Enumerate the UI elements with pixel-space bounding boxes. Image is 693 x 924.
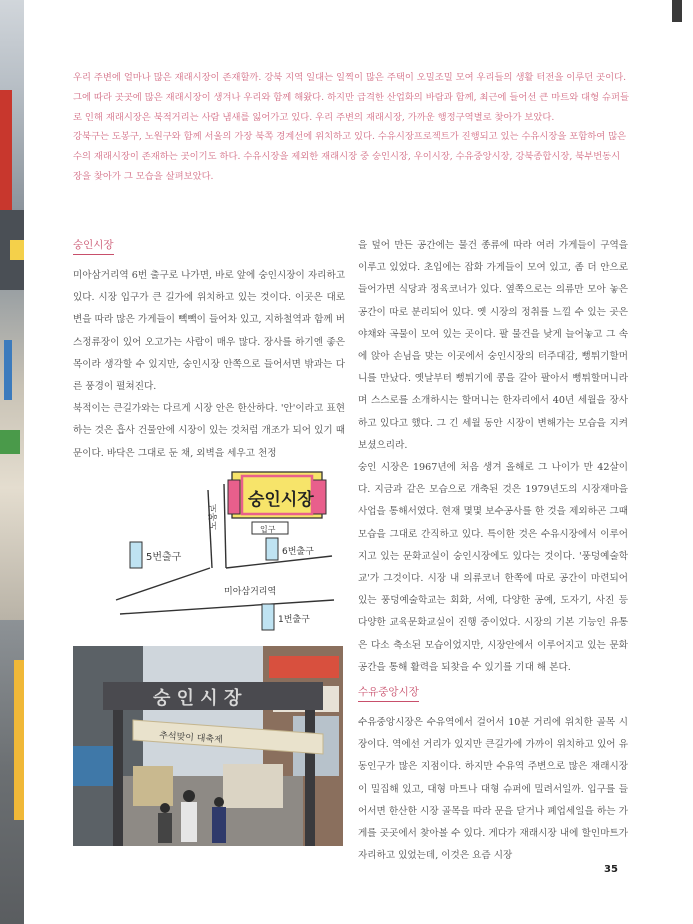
section-suyu-jungang <box>358 682 628 867</box>
map-market-sign: 숭인시장 <box>248 490 314 510</box>
intro-paragraph-1: 우리 주변에 얼마나 많은 재래시장이 존재할까. 강북 지역 일대는 일찍이 많은 주택이 오밀조밀 모여 우리들의 생활 터전을 이루던 곳이다. 그에 따라 곳곳에 많은 재래시장이 생겨나 우리와 함께 해왔다. 하지만 급격한 산업화의 바람과 함께, 최근에 들어선 큰 마트와 대형 슈퍼들로 인해 재래시장은 북적거리는 사람 냄새를 잃어가고 있다. 우리 주변의 재래시장, 가까운 행정구역별로 찾아가 보았다. <box>73 72 630 123</box>
market-entrance-photo <box>73 646 343 846</box>
map-drawing <box>96 450 346 640</box>
right-column <box>358 235 628 679</box>
intro-text <box>73 68 629 187</box>
left-edge-photo-strip <box>0 0 24 924</box>
body-paragraph: 미아삼거리역 6번 출구로 나가면, 바로 앞에 숭인시장이 자리하고 있다. 시장 입구가 큰 길가에 위치하고 있는 것이다. 이곳은 대로변을 따라 많은 가게들이 빽빽이 들어차 있고, 지하철역과 함께 버스정류장이 있어 오고가는 사람이 매우 많다. 장사를 하기엔 좋은 목이라 생각할 수 있지만, 숭인시장 안쪽으로 들어서면 밖과는 다른 풍경이 펼쳐진다. <box>73 270 345 393</box>
intro-paragraph-2: 강북구는 도봉구, 노원구와 함께 서울의 가장 북쪽 경계선에 위치하고 있다. 수유시장프로젝트가 진행되고 있는 수유시장을 포함하여 많은 수의 재래시장이 존재하는 곳이기도 하다. 수유시장을 제외한 재래시장 중 숭인시장, 우이시장, 수유중앙시장, 강북종합시장, 북부번동시장을 찾아가 그 모습을 살펴보았다. <box>73 131 627 182</box>
map-exit1-label: 1번출구 <box>278 615 310 625</box>
photo-gate-sign: 숭 인 시 장 <box>153 688 242 709</box>
section-title-sungin: 숭인시장 <box>73 238 114 255</box>
map-station-label: 미아삼거리역 <box>224 587 277 597</box>
body-paragraph: 북적이는 큰길가와는 다르게 시장 안은 한산하다. '안'이라고 표현하는 것은 흡사 건물안에 시장이 있는 것처럼 개조가 되어 있기 때문이다. 바닥은 그대로 둔 채, 외벽을 세우고 천정 <box>73 403 345 459</box>
market-photo-drawing <box>73 646 343 846</box>
photo-banner: 추석맞이 대축제 <box>158 731 224 746</box>
left-column <box>73 235 345 465</box>
body-paragraph: 숭인 시장은 1967년에 처음 생겨 올해로 그 나이가 만 42살이다. 지금과 같은 모습으로 개축된 것은 1979년도의 시장재마을사업을 통해서였다. 현재 몇몇 보수공사를 한 것을 제외하곤 그때 모습을 그대로 간직하고 있다. 특이한 것은 수유시장에서 이루어지고 있는 문화교실이 숭인시장에도 있다는 것이다. '풍덩예술학교'가 그것이다. 시장 내 의류코너 한쪽에 따로 공간이 마련되어 있는 풍덩예술학교는 회화, 서예, 다양한 공예, 도자기, 사진 등 다양한 교육문화교실이 진행 중이었다. 시장의 기본 기능인 유통은 다소 축소된 모습이었지만, 시장안에서 이루어지고 있는 문화공간을 통해 활력을 되찾을 수 있기를 기대 해 본다. <box>358 462 628 673</box>
body-paragraph: 수유중앙시장은 수유역에서 걸어서 10분 거리에 위치한 골목 시장이다. 역에선 거리가 있지만 큰길가에 가까이 위치하고 있어 유동인구가 많은 지점이다. 하지만 수유역 주변으로 많은 재래시장이 밀집해 있고, 대형 마트나 대형 슈퍼에 밀려서일까. 입구를 들어서면 한산한 시장 골목을 따라 문을 닫거나 폐업세일을 하는 가게를 곳곳에서 찾아볼 수 있다. 게다가 재래시장 내에 할인마트가 자리하고 있었는데, 이것은 요즘 시장 <box>358 717 628 862</box>
hand-drawn-map <box>96 450 346 640</box>
map-road-label: 도봉로 <box>209 503 219 530</box>
map-exit6-label: 6번출구 <box>282 547 314 557</box>
map-exit5-label: 5번출구 <box>146 552 182 563</box>
body-paragraph: 을 덮어 만든 공간에는 물건 종류에 따라 여러 가게들이 구역을 이루고 있었다. 초입에는 잡화 가게들이 모여 있고, 좀 더 안으로 들어가면 식당과 정육코너가 있다. 옆쪽으로는 의류만 모아 놓은 공간이 따로 분리되어 있다. 옛 시장의 정취를 느낄 수 있는 곳은 야채와 곡물이 모여 있는 곳이다. 팔 물건을 낮게 늘어놓고 그 속에 앉아 손님을 맞는 이곳에서 숭인시장의 터주대감, 뻥튀기할머니를 만났다. 옛날부터 뻥튀기에 콩을 갈아 팔아서 뻥튀할머니라며 스스로를 소개하시는 할머니는 한자리에서 40년 세월을 장사하고 있다고 했다. 그 긴 세월 동안 시장이 변해가는 모습을 지켜보셨으리라. <box>358 240 628 451</box>
page-number: 35 <box>604 864 618 875</box>
section-title-suyu-jungang: 수유중앙시장 <box>358 685 419 702</box>
corner-mark <box>672 0 682 22</box>
map-entrance-label: 입구 <box>260 525 276 534</box>
